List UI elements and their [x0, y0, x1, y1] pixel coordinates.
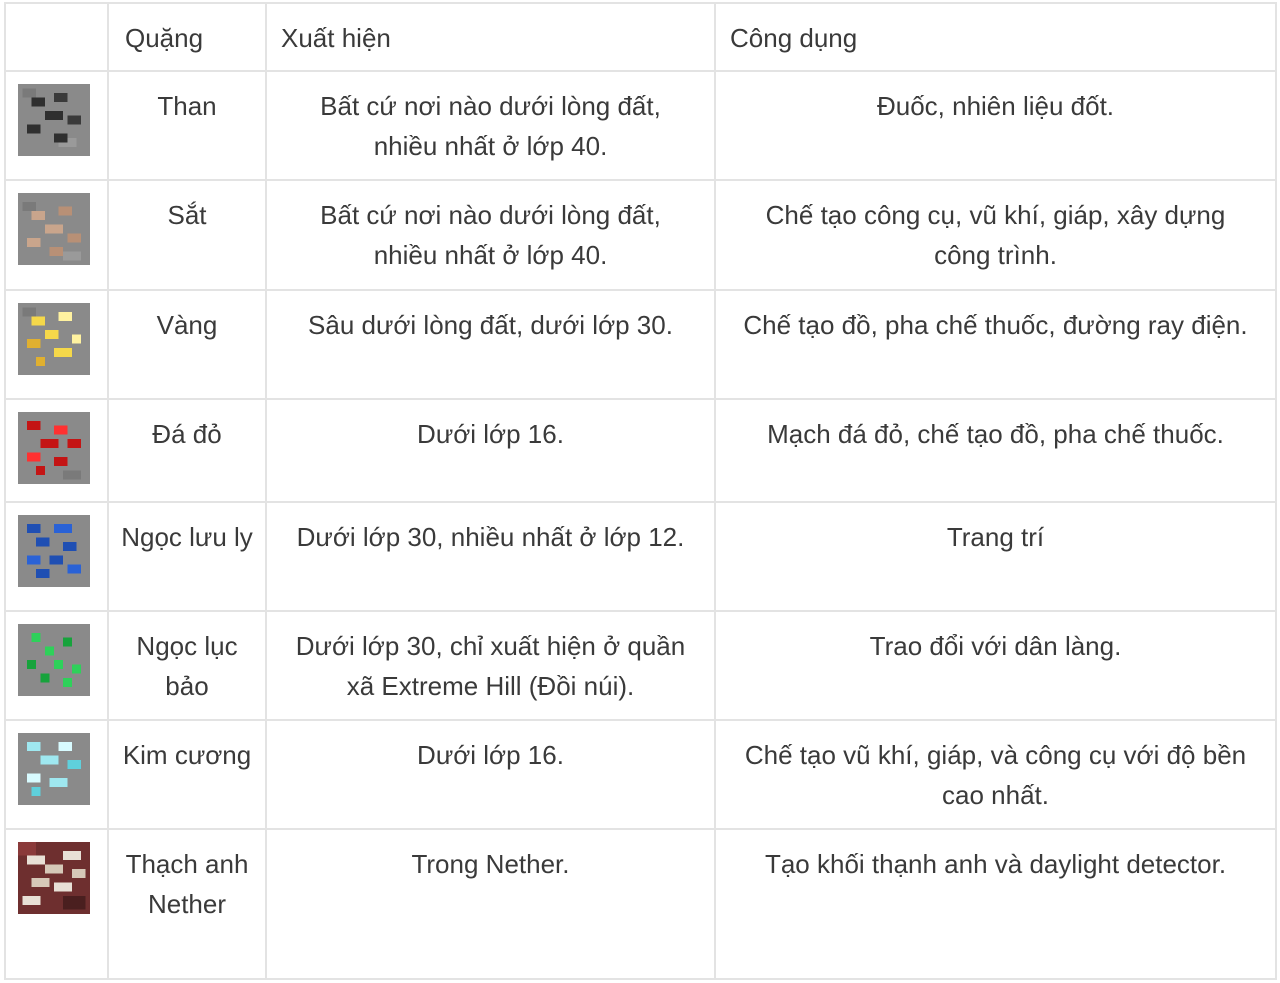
coal-ore-icon [18, 84, 90, 156]
ore-name: Sắt [108, 180, 266, 290]
ore-appearance: Dưới lớp 16. [266, 720, 715, 829]
ore-usage: Trao đổi với dân làng. [715, 611, 1276, 720]
ore-name: Thạch anh Nether [108, 829, 266, 979]
icon-cell [5, 611, 108, 720]
ore-appearance: Sâu dưới lòng đất, dưới lớp 30. [266, 290, 715, 399]
ore-usage: Đuốc, nhiên liệu đốt. [715, 71, 1276, 180]
table-row [5, 720, 1276, 829]
ore-name: Kim cương [108, 720, 266, 829]
ore-name: Ngọc lục bảo [108, 611, 266, 720]
ore-usage: Chế tạo vũ khí, giáp, và công cụ với độ bền cao nhất. [715, 720, 1276, 829]
header-icon-cell [5, 3, 108, 71]
ore-name: Vàng [108, 290, 266, 399]
lapis-ore-icon [18, 515, 90, 587]
emerald-ore-icon [18, 624, 90, 696]
ore-usage: Trang trí [715, 502, 1276, 611]
table-row [5, 611, 1276, 720]
icon-cell [5, 290, 108, 399]
ore-usage: Tạo khối thạnh anh và daylight detector. [715, 829, 1276, 979]
table-header-row [5, 3, 1276, 71]
ore-name: Đá đỏ [108, 399, 266, 502]
redstone-ore-icon [18, 412, 90, 484]
ore-usage: Chế tạo công cụ, vũ khí, giáp, xây dựng công trình. [715, 180, 1276, 290]
header-appearance: Xuất hiện [266, 3, 715, 71]
icon-cell [5, 829, 108, 979]
ore-appearance: Trong Nether. [266, 829, 715, 979]
ore-appearance: Dưới lớp 30, nhiều nhất ở lớp 12. [266, 502, 715, 611]
icon-cell [5, 71, 108, 180]
icon-cell [5, 720, 108, 829]
ore-name: Ngọc lưu ly [108, 502, 266, 611]
icon-cell [5, 180, 108, 290]
ore-table [4, 2, 1277, 980]
table-row [5, 180, 1276, 290]
ore-appearance: Bất cứ nơi nào dưới lòng đất, nhiều nhất ở lớp 40. [266, 71, 715, 180]
ore-appearance: Bất cứ nơi nào dưới lòng đất, nhiều nhất ở lớp 40. [266, 180, 715, 290]
header-usage: Công dụng [715, 3, 1276, 71]
icon-cell [5, 399, 108, 502]
ore-usage: Mạch đá đỏ, chế tạo đồ, pha chế thuốc. [715, 399, 1276, 502]
table-row [5, 290, 1276, 399]
icon-cell [5, 502, 108, 611]
header-ore: Quặng [108, 3, 266, 71]
table-row [5, 502, 1276, 611]
diamond-ore-icon [18, 733, 90, 805]
table-row [5, 829, 1276, 979]
gold-ore-icon [18, 303, 90, 375]
iron-ore-icon [18, 193, 90, 265]
ore-name: Than [108, 71, 266, 180]
ore-usage: Chế tạo đồ, pha chế thuốc, đường ray điện. [715, 290, 1276, 399]
ore-appearance: Dưới lớp 30, chỉ xuất hiện ở quần xã Extreme Hill (Đồi núi). [266, 611, 715, 720]
table-row [5, 399, 1276, 502]
ore-appearance: Dưới lớp 16. [266, 399, 715, 502]
table-row [5, 71, 1276, 180]
nether-quartz-ore-icon [18, 842, 90, 914]
